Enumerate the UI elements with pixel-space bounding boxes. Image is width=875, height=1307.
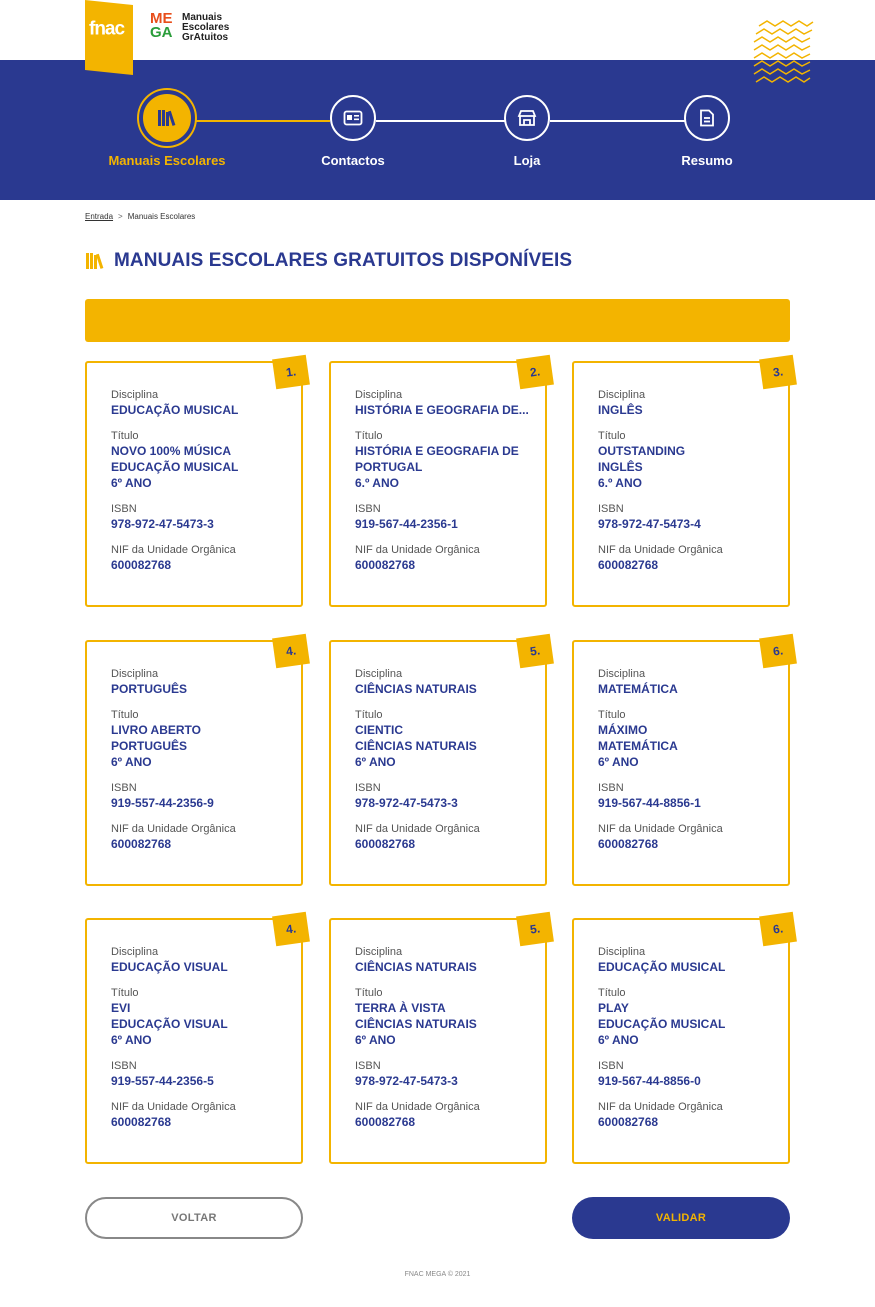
nif-label: NIF da Unidade Orgânica bbox=[111, 544, 236, 556]
titulo-value: TERRA À VISTA CIÊNCIAS NATURAIS 6º ANO bbox=[355, 1001, 477, 1047]
contact-card-icon bbox=[330, 95, 376, 141]
titulo-label: Título bbox=[111, 709, 139, 721]
isbn-value: 978-972-47-5473-3 bbox=[111, 517, 214, 531]
fnac-logo[interactable]: fnac bbox=[85, 0, 133, 75]
nif-value: 600082768 bbox=[598, 837, 659, 851]
isbn-label: ISBN bbox=[598, 503, 624, 515]
isbn-label: ISBN bbox=[355, 1060, 381, 1072]
nif-value: 600082768 bbox=[598, 558, 659, 572]
titulo-value: OUTSTANDING INGLÊS 6.º ANO bbox=[598, 444, 686, 490]
card-number-badge: 6. bbox=[759, 912, 797, 946]
step-manuais-escolares[interactable] bbox=[107, 95, 227, 168]
footer-copyright: FNAC MEGA © 2021 bbox=[404, 1271, 471, 1278]
nif-label: NIF da Unidade Orgânica bbox=[355, 823, 480, 835]
page-title: MANUAIS ESCOLARES GRATUITOS DISPONÍVEIS bbox=[114, 250, 573, 271]
nif-label: NIF da Unidade Orgânica bbox=[598, 1101, 723, 1113]
titulo-label: Título bbox=[111, 987, 139, 999]
mega-logo-text: Manuais Escolares GrAtuitos bbox=[182, 12, 230, 43]
manual-card[interactable] bbox=[85, 640, 303, 886]
step-resumo[interactable] bbox=[647, 95, 767, 168]
nif-value: 600082768 bbox=[598, 1115, 659, 1129]
disciplina-label: Disciplina bbox=[355, 668, 403, 680]
mega-mark: ME GA bbox=[150, 10, 173, 41]
nif-label: NIF da Unidade Orgânica bbox=[598, 823, 723, 835]
disciplina-value: INGLÊS bbox=[598, 403, 643, 417]
nif-value: 600082768 bbox=[355, 558, 416, 572]
titulo-value: PLAY EDUCAÇÃO MUSICAL 6º ANO bbox=[598, 1001, 726, 1047]
card-number-badge: 2. bbox=[516, 355, 554, 389]
disciplina-value: EDUCAÇÃO MUSICAL bbox=[598, 960, 726, 974]
disciplina-label: Disciplina bbox=[598, 668, 646, 680]
nif-value: 600082768 bbox=[111, 558, 172, 572]
nif-value: 600082768 bbox=[355, 837, 416, 851]
info-banner bbox=[85, 299, 790, 342]
step-contactos[interactable] bbox=[293, 95, 413, 168]
manual-card[interactable] bbox=[572, 640, 790, 886]
zigzag-decoration-icon bbox=[753, 20, 815, 90]
manual-card[interactable] bbox=[329, 918, 547, 1164]
card-number-badge: 6. bbox=[759, 634, 797, 668]
manual-card[interactable] bbox=[85, 918, 303, 1164]
isbn-label: ISBN bbox=[598, 782, 624, 794]
manual-card[interactable] bbox=[572, 361, 790, 607]
card-number-badge: 4. bbox=[272, 912, 310, 946]
back-button[interactable]: VOLTAR bbox=[85, 1197, 303, 1239]
nif-value: 600082768 bbox=[355, 1115, 416, 1129]
manual-card[interactable] bbox=[329, 361, 547, 607]
disciplina-value: EDUCAÇÃO MUSICAL bbox=[111, 403, 239, 417]
titulo-label: Título bbox=[598, 987, 626, 999]
step-loja[interactable] bbox=[467, 95, 587, 168]
titulo-value: HISTÓRIA E GEOGRAFIA DE PORTUGAL 6.º ANO bbox=[355, 444, 519, 490]
validate-button[interactable]: VALIDAR bbox=[572, 1197, 790, 1239]
card-number-badge: 4. bbox=[272, 634, 310, 668]
breadcrumb-current: Manuais Escolares bbox=[127, 212, 196, 221]
manual-card[interactable] bbox=[329, 640, 547, 886]
isbn-label: ISBN bbox=[111, 782, 137, 794]
disciplina-value: HISTÓRIA E GEOGRAFIA DE... bbox=[355, 403, 529, 417]
titulo-value: LIVRO ABERTO PORTUGUÊS 6º ANO bbox=[111, 723, 202, 769]
isbn-value: 919-567-44-8856-1 bbox=[598, 796, 701, 810]
nif-label: NIF da Unidade Orgânica bbox=[111, 1101, 236, 1113]
nif-label: NIF da Unidade Orgânica bbox=[598, 544, 723, 556]
card-number-badge: 5. bbox=[516, 912, 554, 946]
titulo-label: Título bbox=[111, 430, 139, 442]
isbn-label: ISBN bbox=[111, 503, 137, 515]
isbn-label: ISBN bbox=[111, 1060, 137, 1072]
titulo-label: Título bbox=[598, 709, 626, 721]
books-icon bbox=[139, 90, 195, 146]
disciplina-label: Disciplina bbox=[598, 389, 646, 401]
isbn-value: 919-567-44-8856-0 bbox=[598, 1074, 701, 1088]
titulo-label: Título bbox=[355, 709, 383, 721]
titulo-value: MÁXIMO MATEMÁTICA 6º ANO bbox=[598, 723, 678, 769]
isbn-label: ISBN bbox=[355, 503, 381, 515]
disciplina-value: PORTUGUÊS bbox=[111, 682, 188, 696]
nif-label: NIF da Unidade Orgânica bbox=[355, 1101, 480, 1113]
isbn-value: 978-972-47-5473-3 bbox=[355, 796, 458, 810]
titulo-value: CIENTIC CIÊNCIAS NATURAIS 6º ANO bbox=[355, 723, 477, 769]
disciplina-value: MATEMÁTICA bbox=[598, 682, 678, 696]
breadcrumb: Entrada > Manuais Escolares bbox=[85, 212, 196, 221]
card-number-badge: 3. bbox=[759, 355, 797, 389]
nif-value: 600082768 bbox=[111, 1115, 172, 1129]
nif-value: 600082768 bbox=[111, 837, 172, 851]
isbn-value: 919-567-44-2356-1 bbox=[355, 517, 458, 531]
titulo-value: NOVO 100% MÚSICA EDUCAÇÃO MUSICAL 6º ANO bbox=[111, 444, 239, 490]
manual-card[interactable] bbox=[572, 918, 790, 1164]
nif-label: NIF da Unidade Orgânica bbox=[111, 823, 236, 835]
store-icon bbox=[504, 95, 550, 141]
disciplina-label: Disciplina bbox=[111, 946, 159, 958]
isbn-value: 919-557-44-2356-5 bbox=[111, 1074, 214, 1088]
isbn-label: ISBN bbox=[355, 782, 381, 794]
titulo-label: Título bbox=[355, 430, 383, 442]
card-number-badge: 5. bbox=[516, 634, 554, 668]
card-number-badge: 1. bbox=[272, 355, 310, 389]
manual-card[interactable] bbox=[85, 361, 303, 607]
step-label: Manuais Escolares bbox=[108, 153, 226, 168]
disciplina-label: Disciplina bbox=[355, 946, 403, 958]
books-icon bbox=[85, 252, 105, 270]
step-label: Contactos bbox=[321, 153, 385, 168]
nif-label: NIF da Unidade Orgânica bbox=[355, 544, 480, 556]
disciplina-value: CIÊNCIAS NATURAIS bbox=[355, 960, 477, 974]
disciplina-value: CIÊNCIAS NATURAIS bbox=[355, 682, 477, 696]
titulo-value: EVI EDUCAÇÃO VISUAL 6º ANO bbox=[111, 1001, 228, 1047]
isbn-label: ISBN bbox=[598, 1060, 624, 1072]
page-title-row bbox=[85, 250, 572, 272]
titulo-label: Título bbox=[598, 430, 626, 442]
isbn-value: 978-972-47-5473-3 bbox=[355, 1074, 458, 1088]
titulo-label: Título bbox=[355, 987, 383, 999]
disciplina-label: Disciplina bbox=[111, 668, 159, 680]
disciplina-value: EDUCAÇÃO VISUAL bbox=[111, 960, 228, 974]
isbn-value: 978-972-47-5473-4 bbox=[598, 517, 701, 531]
disciplina-label: Disciplina bbox=[111, 389, 159, 401]
mega-logo[interactable] bbox=[150, 12, 229, 44]
isbn-value: 919-557-44-2356-9 bbox=[111, 796, 214, 810]
disciplina-label: Disciplina bbox=[355, 389, 403, 401]
document-icon bbox=[684, 95, 730, 141]
step-label: Loja bbox=[513, 153, 541, 168]
step-label: Resumo bbox=[681, 153, 733, 168]
disciplina-label: Disciplina bbox=[598, 946, 646, 958]
breadcrumb-home-link[interactable]: Entrada bbox=[85, 212, 114, 221]
